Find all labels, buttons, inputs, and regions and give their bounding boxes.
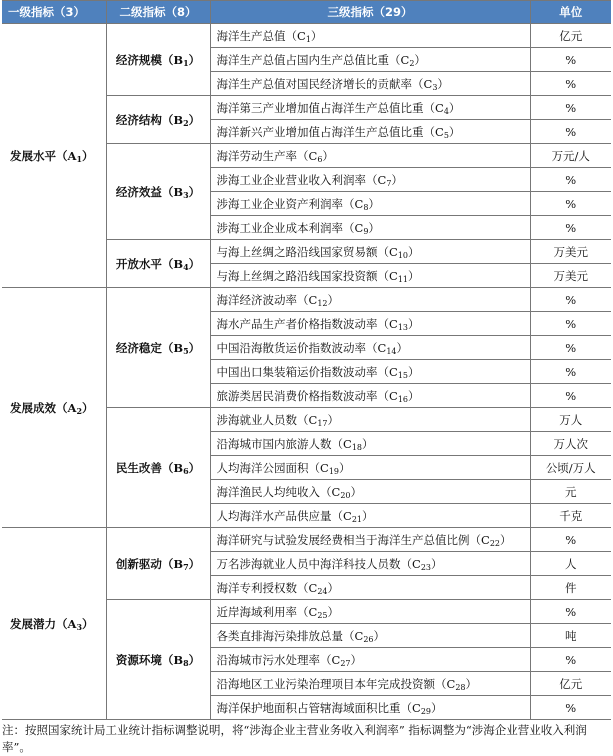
level1-label: 发展水平 [10,148,56,163]
unit-cell: % [530,288,611,312]
level3-sub: 9 [363,226,369,236]
level3-sub: 19 [328,466,339,476]
level1-code: A [67,148,77,163]
unit-cell: % [530,48,611,72]
unit-cell: % [530,72,611,96]
level3-code: C [389,244,398,259]
level3-label: 人均海洋水产品供应量 [216,508,332,523]
unit-cell: 万人次 [530,432,611,456]
level3-label: 涉海工业企业成本利润率 [216,220,343,235]
level2-sub: 7 [183,561,189,572]
level3-label: 涉海工业企业营业收入利润率 [216,172,366,187]
unit-cell: % [530,360,611,384]
level2-indicator: 经济结构$(B_2)$ [106,96,210,144]
level2-sub: 6 [183,465,189,476]
level3-indicator: 涉海工业企业成本利润率$(C_9)$ [210,216,530,240]
level2-code: B [173,256,184,271]
level3-label: 沿海城市污水处理率 [216,652,320,667]
level3-indicator: 海洋生产总值对国民经济增长的贡献率$(C_3)$ [210,72,530,96]
level3-code: C [308,148,318,163]
level3-sub: 13 [397,322,408,332]
level3-indicator: 海水产品生产者价格指数波动率$(C_{13})$ [210,312,530,336]
level3-indicator: 与海上丝绸之路沿线国家贸易额$(C_{10})$ [210,240,530,264]
level3-label: 海水产品生产者价格指数波动率 [216,316,378,331]
footnote: 注：按照国家统计局工业统计指标调整说明，将“涉海企业主营业务收入利润率” 指标调整为“涉海企业营业收入利润率”。 [2,723,587,754]
unit-cell: % [530,120,611,144]
level3-indicator: 海洋生产总值$(C_1)$ [210,24,530,48]
unit-cell: 万美元 [530,264,611,288]
header-level1: 一级指标（3） [2,1,106,24]
table-row [2,24,611,48]
level2-indicator: 资源环境$(B_8)$ [106,600,210,720]
unit-cell: % [530,216,611,240]
level3-indicator: 人均海洋公园面积$(C_{19})$ [210,456,530,480]
level3-label: 与海上丝绸之路沿线国家投资额 [216,268,378,283]
level2-label: 创新驱动 [115,556,162,571]
level3-code: C [308,580,318,595]
level3-label: 海洋研究与试验发展经费相当于海洋生产总值比例 [216,532,470,547]
level3-sub: 14 [386,346,397,356]
level3-label: 海洋生产总值对国民经济增长的贡献率 [216,76,412,91]
level3-indicator: 涉海工业企业资产利润率$(C_8)$ [210,192,530,216]
level1-indicator: 发展水平$(A_1)$ [2,24,106,288]
level3-label: 旅游类居民消费价格指数波动率 [216,388,378,403]
level3-indicator: 沿海城市污水处理率$(C_{27})$ [210,648,530,672]
level2-sub: 3 [183,189,189,200]
level2-indicator: 民生改善$(B_6)$ [106,408,210,528]
level3-code: C [389,316,398,331]
level2-label: 经济结构 [115,112,162,127]
level3-indicator: 近岸海域利用率$(C_{25})$ [210,600,530,624]
unit-cell: 万人 [530,408,611,432]
header-row [2,1,611,24]
level3-indicator: 沿海地区工业污染治理项目本年完成投资额$(C_{28})$ [210,672,530,696]
level3-indicator: 海洋渔民人均纯收入$(C_{20})$ [210,480,530,504]
level3-label: 海洋渔民人均纯收入 [216,484,320,499]
level3-indicator: 万名涉海就业人员中海洋科技人员数$(C_{23})$ [210,552,530,576]
level3-label: 海洋第三产业增加值占海洋生产总值比重 [216,100,424,115]
level3-sub: 25 [317,610,328,620]
level3-code: C [389,388,398,403]
level2-label: 资源环境 [115,652,162,667]
level3-sub: 28 [455,682,466,692]
level2-code: B [173,112,184,127]
unit-cell: % [530,168,611,192]
level3-sub: 23 [420,562,431,572]
unit-cell: 亿元 [530,24,611,48]
level2-indicator: 创新驱动$(B_7)$ [106,528,210,600]
level2-sub: 2 [183,117,189,128]
level3-label: 海洋劳动生产率 [216,148,297,163]
level3-code: C [423,76,433,91]
level1-label: 发展成效 [10,400,56,415]
level3-sub: 15 [397,370,408,380]
level3-sub: 17 [317,418,328,428]
table-row [2,288,611,312]
level3-label: 沿海城市国内旅游人数 [216,436,332,451]
level3-indicator: 与海上丝绸之路沿线国家投资额$(C_{11})$ [210,264,530,288]
level2-label: 经济稳定 [115,340,162,355]
level2-label: 民生改善 [115,460,162,475]
unit-cell: 人 [530,552,611,576]
level3-code: C [343,436,352,451]
indicator-table-wrapper [2,0,611,756]
unit-cell: % [530,384,611,408]
level2-label: 经济效益 [115,184,162,199]
level2-sub: 5 [183,345,189,356]
level3-code: C [354,628,364,643]
unit-cell: % [530,648,611,672]
level1-sub: 3 [76,621,83,632]
level3-indicator: 海洋专利授权数$(C_{24})$ [210,576,530,600]
level3-indicator: 涉海就业人员数$(C_{17})$ [210,408,530,432]
level1-sub: 1 [76,153,83,164]
level1-sub: 2 [76,405,83,416]
level3-indicator: 海洋研究与试验发展经费相当于海洋生产总值比例$(C_{22})$ [210,528,530,552]
level3-indicator: 海洋经济波动率$(C_{12})$ [210,288,530,312]
level2-sub: 1 [183,57,189,68]
level1-indicator: 发展成效$(A_2)$ [2,288,106,528]
level3-code: C [377,340,387,355]
level1-indicator: 发展潜力$(A_3)$ [2,528,106,720]
level3-indicator: 沿海城市国内旅游人数$(C_{18})$ [210,432,530,456]
level3-sub: 3 [432,82,438,92]
unit-cell: 件 [530,576,611,600]
level2-sub: 4 [183,261,189,272]
level3-sub: 22 [489,538,500,548]
level3-sub: 27 [340,658,351,668]
level3-code: C [389,364,398,379]
level3-code: C [412,700,421,715]
level2-indicator: 开放水平$(B_4)$ [106,240,210,288]
level3-label: 海洋新兴产业增加值占海洋生产总值比重 [216,124,424,139]
level3-code: C [331,484,341,499]
level2-code: B [173,184,184,199]
level1-code: A [67,616,77,631]
level3-sub: 16 [397,394,408,404]
unit-cell: 公顷/万人 [530,456,611,480]
level3-label: 海洋专利授权数 [216,580,297,595]
level3-label: 海洋生产总值占国内生产总值比重 [216,52,389,67]
level3-code: C [446,676,456,691]
level3-code: C [389,268,398,283]
level3-code: C [297,28,306,43]
level3-indicator: 中国沿海散货运价指数波动率$(C_{14})$ [210,336,530,360]
level3-indicator: 海洋劳动生产率$(C_6)$ [210,144,530,168]
level3-code: C [320,460,329,475]
unit-cell: 千克 [530,504,611,528]
level3-indicator: 中国出口集装箱运价指数波动率$(C_{15})$ [210,360,530,384]
level3-label: 海洋生产总值 [216,28,286,43]
level3-indicator: 涉海工业企业营业收入利润率$(C_7)$ [210,168,530,192]
level2-indicator: 经济效益$(B_3)$ [106,144,210,240]
level3-indicator: 旅游类居民消费价格指数波动率$(C_{16})$ [210,384,530,408]
unit-cell: 亿元 [530,672,611,696]
unit-cell: % [530,528,611,552]
level3-label: 海洋保护地面积占管辖海域面积比重 [216,700,401,715]
level2-sub: 8 [183,657,189,668]
level3-sub: 10 [397,250,408,260]
level3-sub: 24 [317,586,328,596]
level3-sub: 11 [397,274,408,284]
unit-cell: 万元/人 [530,144,611,168]
level3-label: 人均海洋公园面积 [216,460,309,475]
level2-indicator: 经济规模$(B_1)$ [106,24,210,96]
level3-code: C [481,532,490,547]
unit-cell: % [530,192,611,216]
level3-label: 中国出口集装箱运价指数波动率 [216,364,378,379]
level3-sub: 6 [317,154,323,164]
level3-sub: 8 [363,202,369,212]
table-row [2,528,611,552]
level3-sub: 7 [386,178,392,188]
level3-sub: 21 [351,514,362,524]
level3-sub: 5 [443,130,449,140]
level3-label: 涉海工业企业资产利润率 [216,196,343,211]
level2-code: B [173,460,184,475]
level3-code: C [331,652,341,667]
unit-cell: % [530,96,611,120]
level3-label: 万名涉海就业人员中海洋科技人员数 [216,556,401,571]
header-level2: 二级指标（8） [106,1,210,24]
level2-indicator: 经济稳定$(B_5)$ [106,288,210,408]
level3-sub: 26 [363,634,374,644]
level3-label: 海洋经济波动率 [216,292,297,307]
unit-cell: 万美元 [530,240,611,264]
unit-cell: % [530,600,611,624]
level3-label: 各类直排海污染排放总量 [216,628,343,643]
level3-code: C [435,100,444,115]
level3-sub: 12 [317,298,328,308]
level3-code: C [343,508,352,523]
indicator-table-body [2,24,611,720]
level3-code: C [377,172,387,187]
level2-code: B [173,52,184,67]
level3-code: C [400,52,410,67]
level3-code: C [412,556,421,571]
level3-label: 中国沿海散货运价指数波动率 [216,340,366,355]
unit-cell: % [530,696,611,720]
unit-cell: % [530,312,611,336]
level2-code: B [173,652,184,667]
level3-sub: 2 [409,58,415,68]
level3-label: 近岸海域利用率 [216,604,297,619]
level2-code: B [173,340,184,355]
level1-label: 发展潜力 [10,616,56,631]
header-level3: 三级指标（29） [210,1,530,24]
level3-indicator: 海洋新兴产业增加值占海洋生产总值比重$(C_5)$ [210,120,530,144]
level3-label: 与海上丝绸之路沿线国家贸易额 [216,244,378,259]
level3-sub: 29 [420,706,431,716]
level3-indicator: 海洋保护地面积占管辖海域面积比重$(C_{29})$ [210,696,530,720]
level3-code: C [354,196,364,211]
level3-indicator: 海洋第三产业增加值占海洋生产总值比重$(C_4)$ [210,96,530,120]
level3-code: C [308,604,318,619]
level3-code: C [308,292,318,307]
level2-label: 开放水平 [115,256,162,271]
header-unit: 单位 [530,1,611,24]
level2-label: 经济规模 [115,52,162,67]
unit-cell: % [530,336,611,360]
level3-indicator: 各类直排海污染排放总量$(C_{26})$ [210,624,530,648]
level3-sub: 1 [305,34,311,44]
level3-sub: 20 [340,490,351,500]
level3-code: C [308,412,318,427]
level3-label: 涉海就业人员数 [216,412,297,427]
level3-indicator: 人均海洋水产品供应量$(C_{21})$ [210,504,530,528]
level3-code: C [354,220,364,235]
level3-sub: 4 [443,106,449,116]
unit-cell: 吨 [530,624,611,648]
indicator-table [2,0,611,720]
level1-code: A [67,400,77,415]
level3-label: 沿海地区工业污染治理项目本年完成投资额 [216,676,435,691]
level3-indicator: 海洋生产总值占国内生产总值比重$(C_2)$ [210,48,530,72]
level3-sub: 18 [351,442,362,452]
level2-code: B [173,556,184,571]
level3-code: C [435,124,444,139]
unit-cell: 元 [530,480,611,504]
